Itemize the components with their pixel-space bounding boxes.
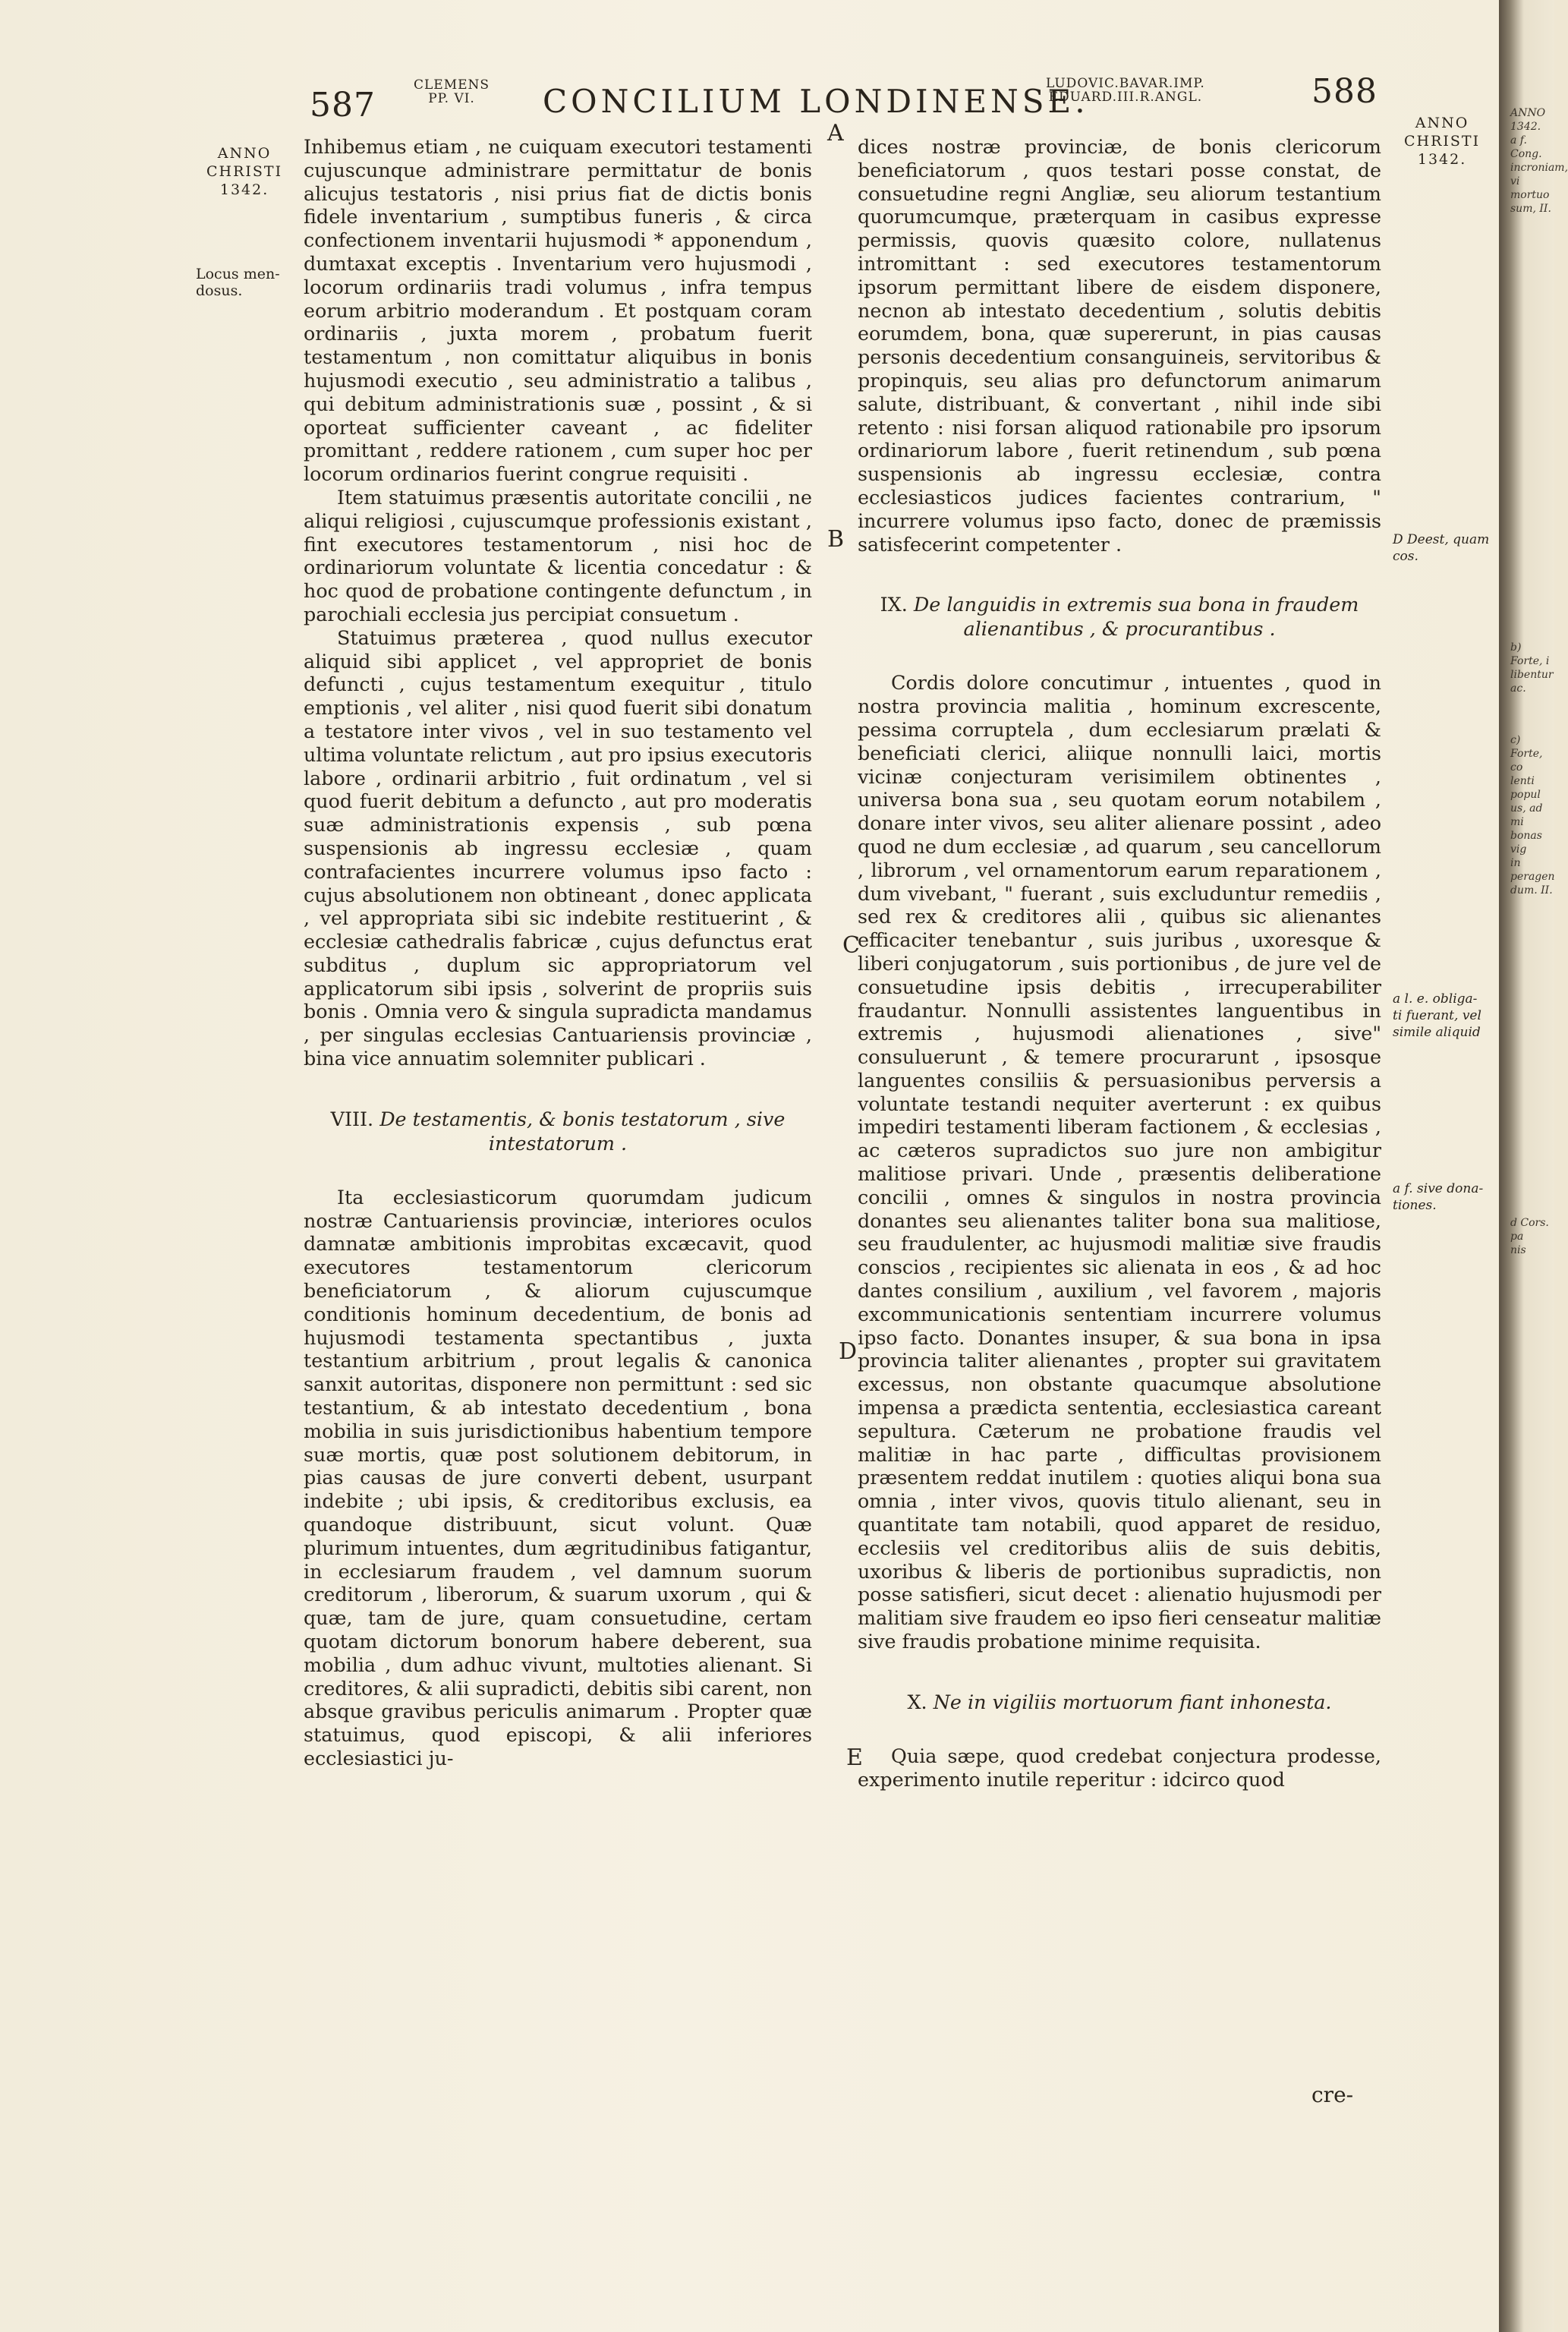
section-heading-viii <box>304 1107 812 1155</box>
next-page-margin <box>1510 106 1568 1272</box>
header-title: CONCILIUM LONDINENSE. <box>543 83 1089 120</box>
paragraph-cordis: Cordis dolore concutimur , intuentes , quod in nostra provincia malitia , hominum excrescente, pessima corruptela , dum ecclesiarum prælati & beneficiati clerici, aliique nonnulli laici, mortis vicinæ conjecturam verisimilem obtinentes , universa bona sua , seu quotam eorum notabilem , donare inter vivos, seu aliter alienare possint , adeo quod ne dum ecclesiæ , ad quarum , seu cancellorum , librorum , vel ornamentorum earum reparationem , dum vivebant, " fuerant , suis excluduntur remediis , sed rex & creditores alii , quibus sic alienantes efficaciter tenebantur , suis juribus , uxoresque & liberi conjugatorum , suis portionibus , de jure vel de consuetudine ipsis debitis , irrecuperabiliter fraudantur. Nonnulli assistentes languentibus in extremis , hujusmodi alienationes , sive" consuluerunt , & temere procurarunt , ipsosque languentes consiliis & persuasionibus perversis a voluntate testandi nequiter averterunt : ex quibus impediri testamenti liberam factionem , & ecclesias , ac cæteros supradictos suo jure non ambigitur malitiose privari. Unde , præsentis deliberatione concilii , omnes & singulos in nostra provincia donantes seu alienantes taliter bona sua malitiose, seu fraudulenter, ac hujusmodi malitiæ sive fraudis conscios , recipientes sic alienata in eos , & ad hoc dantes consilium , auxilium , vel favorem , majoris excommunicationis sententiam incurrere volumus ipso facto. Donantes insuper, & sua bona in ipsa provincia taliter alienantes , propter sui gravitatem excessus, non obstante quacumque absolutione impensa a prædicta sententia, ecclesiastica careant sepultura. Cæterum ne probatione fraudis vel malitiæ in hac parte , difficultas provisionem præsentem reddat inutilem : quoties aliqui bona sua omnia , inter vivos, quovis titulo alienant, seu in quantitate tam notabili, quod apparet de residuo, ecclesiis vel creditoribus aliis de suis debitis, uxoribus & liberis de portionibus supradictis, non posse satisfieri, sicut decet : alienatio hujusmodi per malitiam sive fraudem eo ipso fieri censeatur malitiæ sive fraudis probatione minime requisita. <box>858 671 1381 1653</box>
section-title-ix: De languidis in extremis sua bona in fraudem alienantibus , & procurantibus . <box>913 593 1359 641</box>
paragraph-quia: Quia sæpe, quod credebat conjectura prodesse, experimento inutile reperitur : idcirco quod <box>858 1744 1381 1791</box>
section-number-x: X. <box>907 1690 927 1713</box>
section-heading-x <box>858 1690 1381 1714</box>
page-number-right: 588 <box>1311 72 1378 111</box>
right-column <box>858 135 1381 1791</box>
running-header <box>0 65 1499 125</box>
section-letter-e: E <box>846 1744 863 1771</box>
paragraph-inhibemus: Inhibemus etiam , ne cuiquam executori testamenti cujuscunque administrare permittatur de bonis alicujus testatoris , nisi prius fiat de dictis bonis fidele inventarium , sumptibus funeris , & circa confectionem inventarii hujusmodi * apponendum , dumtaxat exceptis . Inventarium vero hujusmodi , locorum ordinariis tradi volumus , infra tempus eorum arbitrio moderandum . Et postquam coram ordinariis , juxta morem , probatum fuerit testamentum , non comittatur aliquibus in bonis hujusmodi executio , seu administratio a talibus , qui debitum administrationis suæ , possint , & si oporteat sufficienter caveant , ac fideliter promittant , reddere rationem , cum super hoc per locorum ordinarios fuerint congrue requisiti . <box>304 135 812 486</box>
next-margin-note-4: d Cors. pa nis <box>1510 1217 1549 1256</box>
margin-note-locus: Locus men- dosus. <box>196 266 280 299</box>
paragraph-item: Item statuimus præsentis autoritate concilii , ne aliqui religiosi , cujuscumque professionis existant , fint executores testamentorum , nisi hoc de ordinariorum voluntate & licentia concedatur : & hoc quod de probatione contingente defunctum , in parochiali ecclesia jus percipiat consuetum . <box>304 485 812 626</box>
margin-anno-left: ANNO CHRISTI 1342. <box>206 145 283 198</box>
section-letter-a: A <box>827 120 844 147</box>
next-margin-note-2: b) Forte, i libentur ac. <box>1510 641 1554 695</box>
catchword: cre- <box>1311 2082 1354 2107</box>
paragraph-ita: Ita ecclesiasticorum quorumdam judicum nostræ Cantuariensis provinciæ, interiores oculos damnatæ ambitionis improbitas excæcavit, quod executores testamentorum clericorum beneficiatorum , & aliorum cujuscumque conditionis hominum decedentium, de bonis ad hujusmodi testamenta spectantibus , juxta testantium arbitrium , prout legalis & canonica sanxit autoritas, disponere non permittunt : sed sic testantium, & ab intestato decedentium , bona mobilia in suis jurisdictionibus habentium tempore suæ mortis, quæ post solutionem debitorum, in pias causas de jure converti debent, usurpant indebite ; ubi ipsis, & creditoribus exclusis, ea quandoque distribuunt, sicut volunt. Quæ plurimum intuentes, dum ægritudinibus fatigantur, in ecclesiarum fraudem , vel damnum suorum creditorum , liberorum, & suarum uxorum , qui & quæ, tam de jure, quam consuetudine, certam quotam dictorum bonorum habere deberent, sua mobilia , dum adhuc vivunt, multoties alienant. Si creditores, & alii supradicti, debitis sibi carent, non absque gravibus periculis animarum . Propter quæ statuimus, quod episcopi, & alii inferiores ecclesiastici ju- <box>304 1185 812 1769</box>
section-number-viii: VIII. <box>330 1107 374 1130</box>
margin-note-donationes: a f. sive dona- tiones. <box>1393 1181 1484 1213</box>
next-margin-note-3: c) Forte, co lenti popul us, ad mi bonas vig in peragen dum. II. <box>1510 734 1555 897</box>
section-title-viii: De testamentis, & bonis testatorum , sive intestatorum . <box>379 1107 786 1155</box>
paragraph-statuimus: Statuimus præterea , quod nullus executor aliquid sibi applicet , vel appropriet de bonis defuncti , cujus testamentum exequitur , titulo emptionis , vel aliter , nisi quod fuerit sibi donatum a testatore inter vivos , vel in suo testamento vel ultima voluntate relictum , aut pro ipsius executoris labore , ordinarii arbitrio , fuit ordinatum , vel si quod fuerit debitum a defuncto , aut pro moderatis suæ administrationis expensis , sub pœna suspensionis ab ingressu ecclesiæ , quam contrafacientes incurrere volumus ipso facto : cujus absolutionem non obtineant , donec applicata , vel appropriata sibi sic indebite restituerint , & ecclesiæ cathedralis fabricæ , cujus defunctus erat subditus , duplum sic appropriatorum vel applicatorum sibi ipsis , solverint de propriis suis bonis . Omnia vero & singula supradicta mandamus , per singulas ecclesias Cantuariensis provinciæ , bina vice annuatim solemniter publicari . <box>304 626 812 1070</box>
margin-anno-right: ANNO CHRISTI 1342. <box>1404 115 1481 168</box>
section-letter-c: C <box>842 932 860 959</box>
paragraph-dices: dices nostræ provinciæ, de bonis clericorum beneficiatorum , quos testari posse constat, de consuetudine regni Angliæ, seu aliorum testantium quorumcumque, præterquam in casibus expresse permissis, quovis quæsito colore, nullatenus intromittant : sed executores testamentorum ipsorum permittant libere de eisdem disponere, necnon ab intestato decedentium , solutis debitis eorumdem, bona, quæ supererunt, in pias causas personis decedentium consanguineis, servitoribus & propinquis, seu alias pro defunctorum animarum salute, distribuant, & convertant , nihil inde sibi retento : nisi forsan aliquod rationabile pro ipsorum ordinariorum labore , fuerit retinendum , sub pœna suspensionis ab ingressu ecclesiæ, contra ecclesiasticos judices facientes contrarium, " incurrere volumus ipso facto, donec de præmissis satisfecerint competenter . <box>858 135 1381 556</box>
left-column <box>304 135 812 1770</box>
margin-note-obligati: a l. e. obliga- ti fuerant, vel simile aliquid <box>1393 991 1481 1040</box>
next-margin-note-1: ANNO 1342. a f. Cong. incroniam, vi mortuo sum, II. <box>1510 107 1568 215</box>
section-heading-ix <box>858 592 1381 641</box>
section-number-ix: IX. <box>880 593 908 616</box>
page-number-left: 587 <box>310 86 376 124</box>
header-king: LUDOVIC.BAVAR.IMP. EDUARD.III.R.ANGL. <box>1046 76 1205 105</box>
section-letter-d: D <box>839 1338 858 1365</box>
header-pope: CLEMENS PP. VI. <box>414 77 490 106</box>
margin-note-deest: D Deest, quam cos. <box>1393 532 1490 564</box>
section-letter-b: B <box>827 526 845 553</box>
section-title-x: Ne in vigiliis mortuorum fiant inhonesta. <box>933 1690 1332 1713</box>
